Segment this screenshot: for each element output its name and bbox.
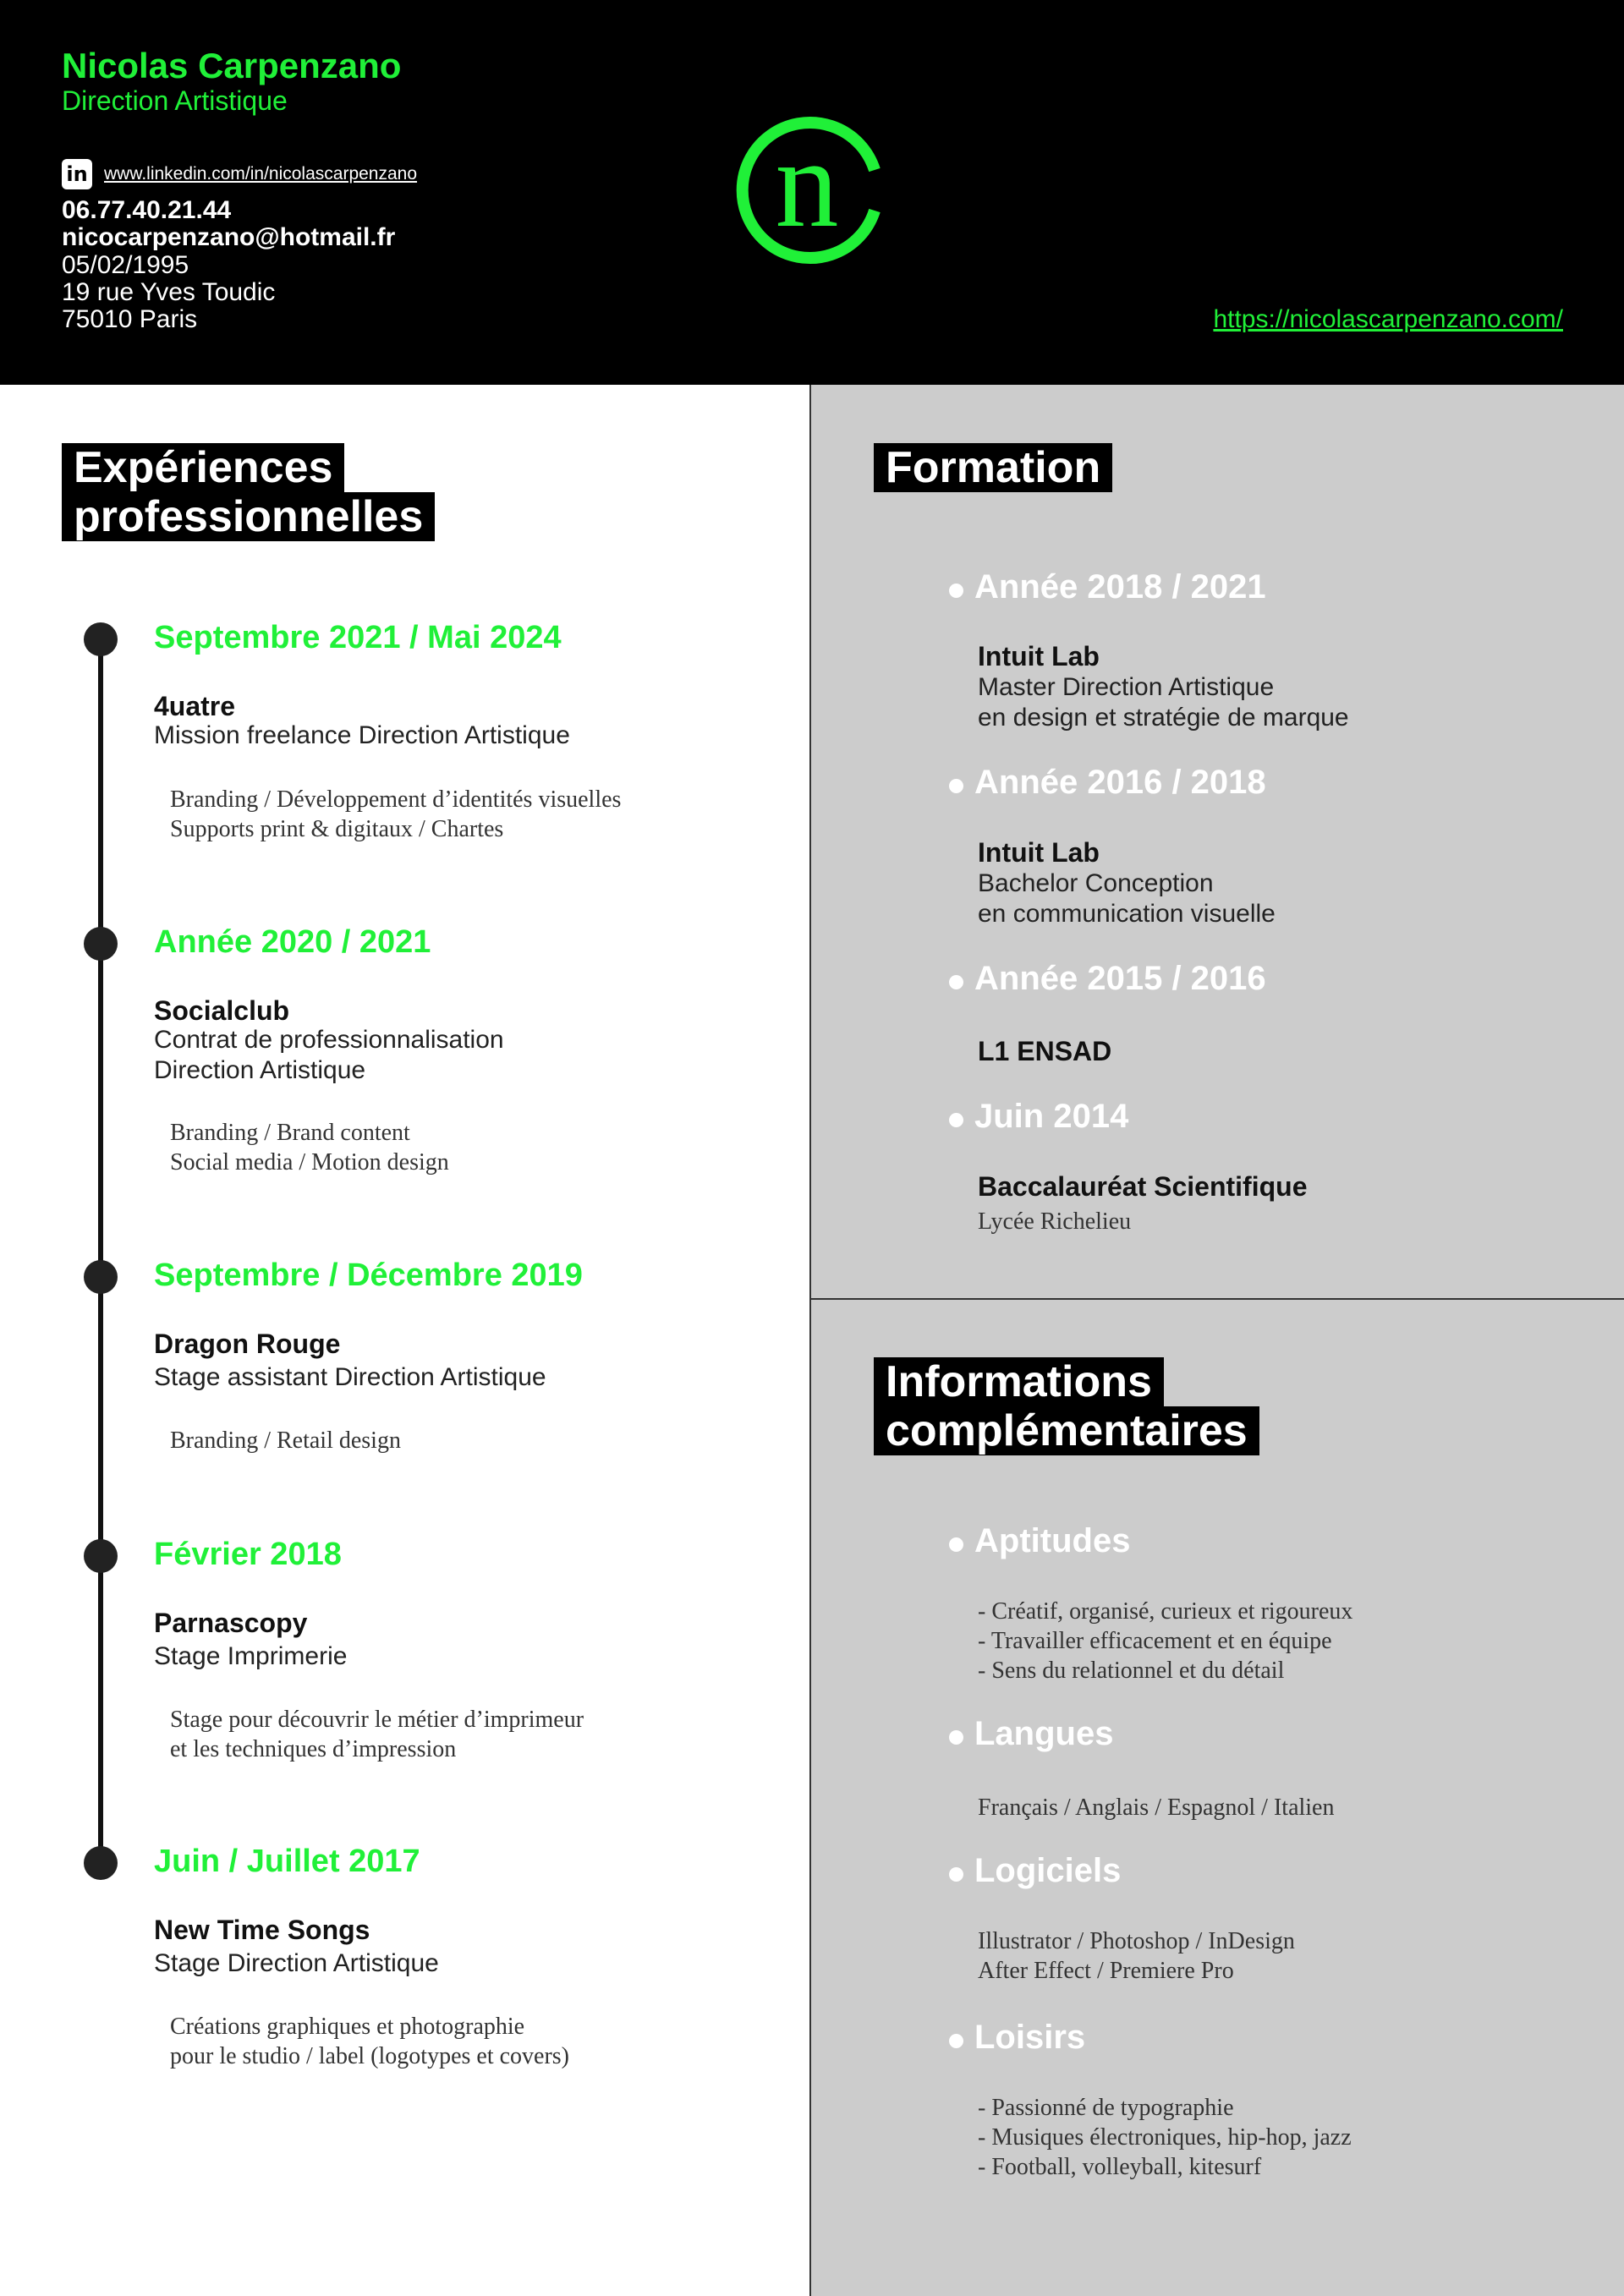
experience-details (170, 1705, 584, 1764)
info-line: After Effect / Premiere Pro (978, 1958, 1234, 1984)
experience-description (154, 1948, 439, 1979)
bullet-icon (949, 1867, 963, 1882)
horizontal-divider (810, 1298, 1624, 1300)
description-line: Stage Direction Artistique (154, 1949, 439, 1977)
bullet-icon (949, 1730, 963, 1745)
bullet-icon (949, 1113, 963, 1127)
informations-title-line2: complémentaires (874, 1406, 1259, 1455)
experience-company: Socialclub (154, 995, 290, 1026)
linkedin-link[interactable]: www.linkedin.com/in/nicolascarpenzano (104, 164, 418, 184)
detail-line: Stage pour découvrir le métier d’imprimeur (170, 1707, 584, 1733)
detail-line: pour le studio / label (logotypes et covers) (170, 2043, 569, 2069)
experience-company: New Time Songs (154, 1915, 370, 1945)
experience-title-line2: professionnelles (62, 492, 435, 541)
description-line: Stage Imprimerie (154, 1642, 348, 1670)
formation-detail (978, 672, 1349, 733)
experience-description (154, 1025, 504, 1086)
experience-details (170, 785, 621, 844)
bullet-icon (949, 975, 963, 989)
info-heading: Loisirs (974, 2019, 1086, 2056)
info-line: - Sens du relationnel et du détail (978, 1658, 1285, 1684)
linkedin-icon: in (62, 159, 92, 189)
detail-line: Branding / Brand content (170, 1120, 410, 1146)
experience-date: Juin / Juillet 2017 (154, 1844, 420, 1879)
description-line: Contrat de professionnalisation (154, 1026, 504, 1054)
formation-title (874, 443, 1112, 492)
experience-date: Année 2020 / 2021 (154, 924, 431, 960)
formation-year: Année 2018 / 2021 (974, 568, 1266, 606)
formation-school: Intuit Lab (978, 837, 1100, 868)
info-line: - Musiques électroniques, hip-hop, jazz (978, 2124, 1352, 2151)
info-line: Illustrator / Photoshop / InDesign (978, 1928, 1295, 1954)
formation-line: en design et stratégie de marque (978, 704, 1349, 732)
right-panel (810, 385, 1624, 2296)
info-line: - Football, volleyball, kitesurf (978, 2154, 1262, 2180)
formation-line: en communication visuelle (978, 900, 1276, 928)
informations-title-line1: Informations (874, 1357, 1164, 1406)
description-line: Mission freelance Direction Artistique (154, 721, 570, 749)
bullet-icon (949, 584, 963, 598)
info-line: Français / Anglais / Espagnol / Italien (978, 1795, 1335, 1821)
informations-title (874, 1357, 1259, 1455)
info-detail (978, 1793, 1334, 1822)
info-heading: Aptitudes (974, 1522, 1131, 1559)
experience-date: Septembre 2021 / Mai 2024 (154, 620, 562, 655)
experience-date: Septembre / Décembre 2019 (154, 1258, 583, 1293)
detail-line: Branding / Développement d’identités visuelles (170, 786, 622, 813)
info-detail (978, 1926, 1295, 1986)
experience-title (62, 443, 435, 541)
detail-line: Créations graphiques et photographie (170, 2014, 525, 2040)
linkedin-row (62, 159, 417, 189)
bullet-icon (949, 2034, 963, 2048)
experience-description (154, 1362, 546, 1393)
info-heading: Langues (974, 1715, 1114, 1752)
formation-year: Juin 2014 (974, 1098, 1129, 1135)
address-street: 19 rue Yves Toudic (62, 278, 276, 306)
birth-date: 05/02/1995 (62, 251, 189, 279)
info-line: - Travailler efficacement et en équipe (978, 1628, 1332, 1654)
info-heading: Logiciels (974, 1852, 1122, 1889)
bullet-icon (949, 779, 963, 793)
experience-description (154, 721, 570, 751)
timeline-dot (84, 927, 118, 961)
info-detail (978, 1597, 1352, 1685)
monogram-logo (734, 114, 886, 266)
detail-line: Social media / Motion design (170, 1149, 449, 1175)
bullet-icon (949, 1537, 963, 1552)
address-city: 75010 Paris (62, 305, 198, 333)
timeline-dot (84, 1846, 118, 1880)
experience-details (170, 1118, 449, 1177)
detail-line: Supports print & digitaux / Chartes (170, 816, 504, 842)
formation-year: Année 2015 / 2016 (974, 960, 1266, 997)
info-line: - Passionné de typographie (978, 2095, 1234, 2121)
timeline-line (98, 639, 103, 1863)
email-address: nicocarpenzano@hotmail.fr (62, 223, 396, 251)
formation-year: Année 2016 / 2018 (974, 764, 1266, 801)
detail-line: Branding / Retail design (170, 1427, 401, 1454)
experience-details (170, 1426, 401, 1455)
info-detail (978, 2093, 1352, 2182)
info-line: - Créatif, organisé, curieux et rigoureux (978, 1598, 1353, 1625)
formation-school: Intuit Lab (978, 641, 1100, 671)
formation-line: Master Direction Artistique (978, 673, 1275, 701)
phone-number: 06.77.40.21.44 (62, 196, 232, 224)
person-role: Direction Artistique (62, 85, 288, 116)
formation-line: Bachelor Conception (978, 869, 1214, 897)
vertical-divider (809, 385, 811, 2296)
experience-company: Parnascopy (154, 1608, 308, 1638)
formation-detail (978, 869, 1276, 929)
description-line: Direction Artistique (154, 1056, 366, 1084)
logo-letter: n (775, 114, 839, 254)
description-line: Stage assistant Direction Artistique (154, 1363, 546, 1391)
experience-company: Dragon Rouge (154, 1329, 341, 1359)
formation-title-text: Formation (874, 443, 1112, 492)
detail-line: et les techniques d’impression (170, 1736, 457, 1762)
formation-school: Baccalauréat Scientifique (978, 1171, 1308, 1202)
experience-company: 4uatre (154, 691, 236, 721)
header (0, 0, 1624, 385)
timeline-dot (84, 622, 118, 656)
experience-date: Février 2018 (154, 1537, 342, 1572)
timeline-dot (84, 1260, 118, 1294)
experience-details (170, 2012, 569, 2071)
timeline-dot (84, 1539, 118, 1573)
formation-extra: Lycée Richelieu (978, 1208, 1132, 1235)
website-link[interactable]: https://nicolascarpenzano.com/ (1213, 305, 1563, 333)
person-name: Nicolas Carpenzano (62, 46, 402, 85)
experience-title-line1: Expériences (62, 443, 344, 492)
experience-description (154, 1641, 347, 1672)
formation-school: L1 ENSAD (978, 1036, 1112, 1066)
